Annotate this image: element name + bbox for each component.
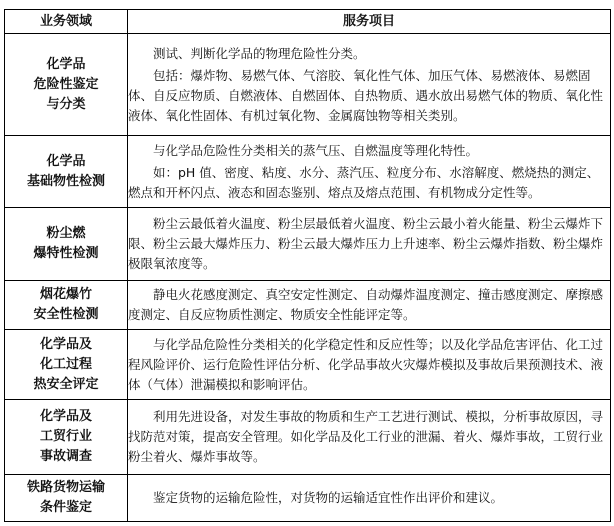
service-description: 粉尘云最低着火温度、粉尘层最低着火温度、粉尘云最小着火能量、粉尘云爆炸下限、粉尘云最大爆炸压力、粉尘云最大爆炸压力上升速率、粉尘云爆炸指数、粉尘爆炸极限氧浓度等。 <box>128 216 604 271</box>
service-description: 测试、判断化学品的物理危险性分类。 <box>153 45 366 61</box>
service-description-cell <box>128 208 611 281</box>
service-description: 如：pH 值、密度、粘度、水分、蒸汽压、粒度分布、水溶解度、燃烧热的测定、燃点和开杯闪点、液态和固态鉴别、熔点及熔点范围、有机物成分定性等。 <box>128 164 600 200</box>
domain-cell <box>5 136 128 208</box>
domain-cell <box>5 400 128 475</box>
service-description: 鉴定货物的运输危险性，对货物的运输适宜性作出评价和建议。 <box>153 490 504 505</box>
domain-name-line: 与分类 <box>46 96 86 112</box>
service-description-cell <box>128 475 611 522</box>
table-row <box>5 330 611 400</box>
service-description-cell <box>128 330 611 400</box>
domain-name-line: 化工过程 <box>39 356 92 372</box>
table-row <box>5 281 611 330</box>
domain-name-line: 危险性鉴定 <box>33 76 99 92</box>
domain-name-line: 条件鉴定 <box>39 500 92 515</box>
table-row <box>5 475 611 522</box>
service-table <box>4 9 611 522</box>
domain-cell <box>5 34 128 136</box>
service-description: 包括：爆炸物、易燃气体、气溶胶、氧化性气体、加压气体、易燃液体、易燃固体、自反应物质、自燃液体、自燃固体、自热物质、遇水放出易燃气体的物质、氧化性液体、氧化性固体、有机过氧化物、金属腐蚀物等相关类别。 <box>128 67 604 123</box>
table-row <box>5 136 611 208</box>
table-header-row <box>5 10 611 34</box>
domain-cell <box>5 208 128 281</box>
domain-name-line: 化学品 <box>46 153 86 169</box>
domain-name-line: 工贸行业 <box>39 429 92 444</box>
service-description-cell <box>128 34 611 136</box>
service-description: 与化学品危险性分类相关的化学稳定性和反应性等；以及化学品危害评估、化工过程风险评价、运行危险性评估分析、化学品事故火灾爆炸模拟及事故后果预测技术、液体（气体）泄漏模拟和影响评估。 <box>128 336 604 392</box>
domain-name-line: 热安全评定 <box>33 376 99 392</box>
domain-name-line: 铁路货物运输 <box>26 480 105 495</box>
domain-name-line: 安全性检测 <box>33 307 99 322</box>
domain-name-line: 化学品及 <box>39 336 92 352</box>
domain-name-line: 爆特性检测 <box>33 246 99 261</box>
domain-cell <box>5 475 128 522</box>
table-row <box>5 400 611 475</box>
domain-cell <box>5 281 128 330</box>
domain-name-line: 粉尘燃 <box>46 226 86 241</box>
domain-name-line: 化学品及 <box>39 409 92 424</box>
domain-name-line: 基础物性检测 <box>26 173 105 189</box>
service-description: 静电火花感度测定、真空安定性测定、自动爆炸温度测定、撞击感度测定、摩擦感度测定、自反应物质性测定、物质安全性能评定等。 <box>128 287 604 322</box>
domain-name-line: 事故调查 <box>39 449 92 464</box>
service-description: 利用先进设备，对发生事故的物质和生产工艺进行测试、模拟，分析事故原因，寻找防范对策，提高安全管理。如化学品及化工行业的泄漏、着火、爆炸事故，工贸行业粉尘着火、爆炸事故等。 <box>128 409 604 464</box>
domain-name-line: 烟花爆竹 <box>39 287 92 302</box>
service-description-cell <box>128 400 611 475</box>
service-description-cell <box>128 136 611 208</box>
header-business-domain: 业务领域 <box>5 10 128 34</box>
table-row <box>5 208 611 281</box>
domain-name-line: 化学品 <box>46 56 86 72</box>
service-description-cell <box>128 281 611 330</box>
header-service-items: 服务项目 <box>128 10 611 34</box>
service-description: 与化学品危险性分类相关的蒸气压、自燃温度等理化特性。 <box>153 142 479 158</box>
domain-cell <box>5 330 128 400</box>
table-row <box>5 34 611 136</box>
